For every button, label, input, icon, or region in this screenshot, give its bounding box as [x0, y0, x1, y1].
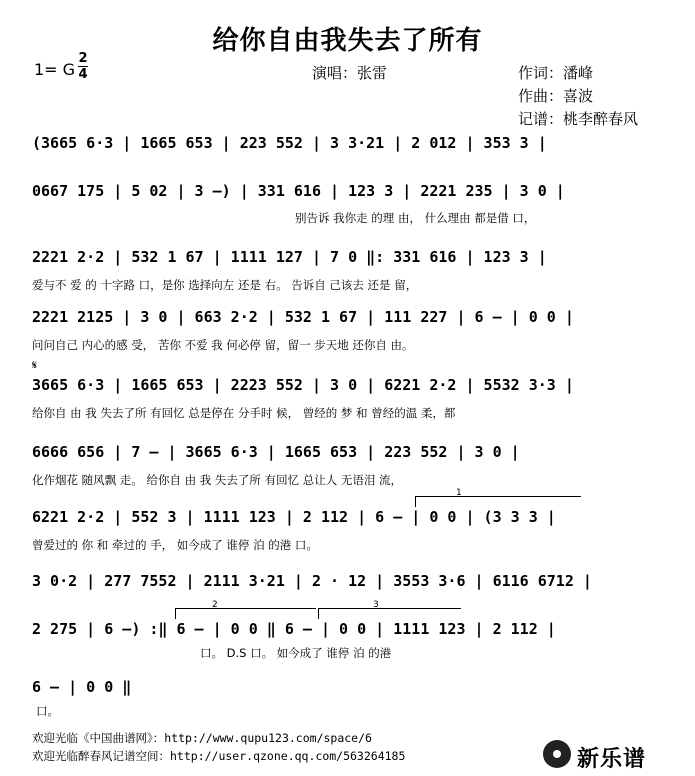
- composer-credit: 作曲：喜波: [518, 87, 594, 105]
- logo-text: 新乐谱: [577, 747, 647, 772]
- lyrics-line-6: 化作烟花 随风飘 走。 给你自 由 我 失去了所 有回忆 总让人 无语泪 流，: [32, 473, 403, 487]
- score-line-9: 2 275 | 6 –) :‖ 6 – | 0 0 ‖ 6 – | 0 0 | 1111 123 | 2 112 |: [32, 620, 556, 638]
- time-signature-bottom: 4: [78, 67, 88, 82]
- time-signature: [78, 52, 88, 81]
- site-logo: [543, 740, 683, 770]
- segno-sign: 𝄋: [32, 358, 38, 372]
- footer-link-1[interactable]: 欢迎光临《中国曲谱网》：http://www.qupu123.com/space/6: [32, 731, 372, 745]
- volta-label-1: 1: [456, 488, 462, 498]
- transcriber-credit: 记谱：桃李醉春风: [518, 110, 639, 128]
- score-line-8: 3 0·2 | 277 7552 | 2111 3·21 | 2 · 12 | 3553 3·6 | 6116 6712 |: [32, 572, 592, 590]
- volta-bracket-2: [175, 600, 316, 619]
- song-title: 给你自由我失去了所有: [212, 26, 483, 56]
- score-line-2: 0667 175 | 5 02 | 3 –) | 331 616 | 123 3 | 2221 235 | 3 0 |: [32, 182, 565, 200]
- footer-link-2[interactable]: 欢迎光临醉春风记谱空间：http://user.qzone.qq.com/563264185: [32, 749, 406, 763]
- lyrics-line-3: 爱与不 爱 的 十字路 口，是你 选择向左 还是 右。 告诉自 己该去 还是 留，: [32, 278, 418, 292]
- score-line-5: 3665 6·3 | 1665 653 | 2223 552 | 3 0 | 6221 2·2 | 5532 3·3 |: [32, 376, 574, 394]
- key-signature: 1= G: [34, 60, 76, 79]
- lyrics-line-5: 给你自 由 我 失去了所 有回忆 总是停在 分手时 候， 曾经的 梦 和 曾经的温 柔，都: [32, 406, 456, 420]
- lyrics-line-4: 问问自己 内心的感 受， 苦你 不爱 我 何必停 留，留一 步天地 还你自 由。: [32, 338, 414, 352]
- score-line-10: 6 – | 0 0 ‖: [32, 678, 132, 696]
- volta-label-2: 2: [212, 600, 218, 610]
- lyricist-credit: 作词：潘峰: [518, 64, 594, 82]
- score-line-7: 6221 2·2 | 552 3 | 1111 123 | 2 112 | 6 – | 0 0 | (3 3 3 |: [32, 508, 556, 526]
- score-line-4: 2221 2125 | 3 0 | 663 2·2 | 532 1 67 | 111 227 | 6 – | 0 0 |: [32, 308, 574, 326]
- record-disc-icon: [543, 740, 571, 768]
- lyrics-line-2: 别告诉 我你走 的理 由， 什么理由 都是借 口，: [295, 211, 536, 225]
- volta-label-3: 3: [373, 600, 379, 610]
- time-signature-top: 2: [78, 51, 88, 66]
- volta-bracket-3: [318, 600, 461, 619]
- singer-credit: 演唱：张雷: [312, 64, 388, 82]
- score-line-1: (3665 6·3 | 1665 653 | 223 552 | 3 3·21 | 2 012 | 353 3 |: [32, 134, 547, 152]
- score-line-3: 2221 2·2 | 532 1 67 | 1111 127 | 7 0 ‖: 331 616 | 123 3 |: [32, 248, 547, 266]
- lyrics-line-10: 口。: [36, 704, 59, 718]
- lyrics-line-7: 曾爱过的 你 和 牵过的 手， 如今成了 谁停 泊 的港 口。: [32, 538, 318, 552]
- lyrics-line-9: 口。 D.S 口。 如今成了 谁停 泊 的港: [200, 646, 392, 660]
- volta-bracket-1: [415, 488, 581, 507]
- score-line-6: 6666 656 | 7 – | 3665 6·3 | 1665 653 | 223 552 | 3 0 |: [32, 443, 520, 461]
